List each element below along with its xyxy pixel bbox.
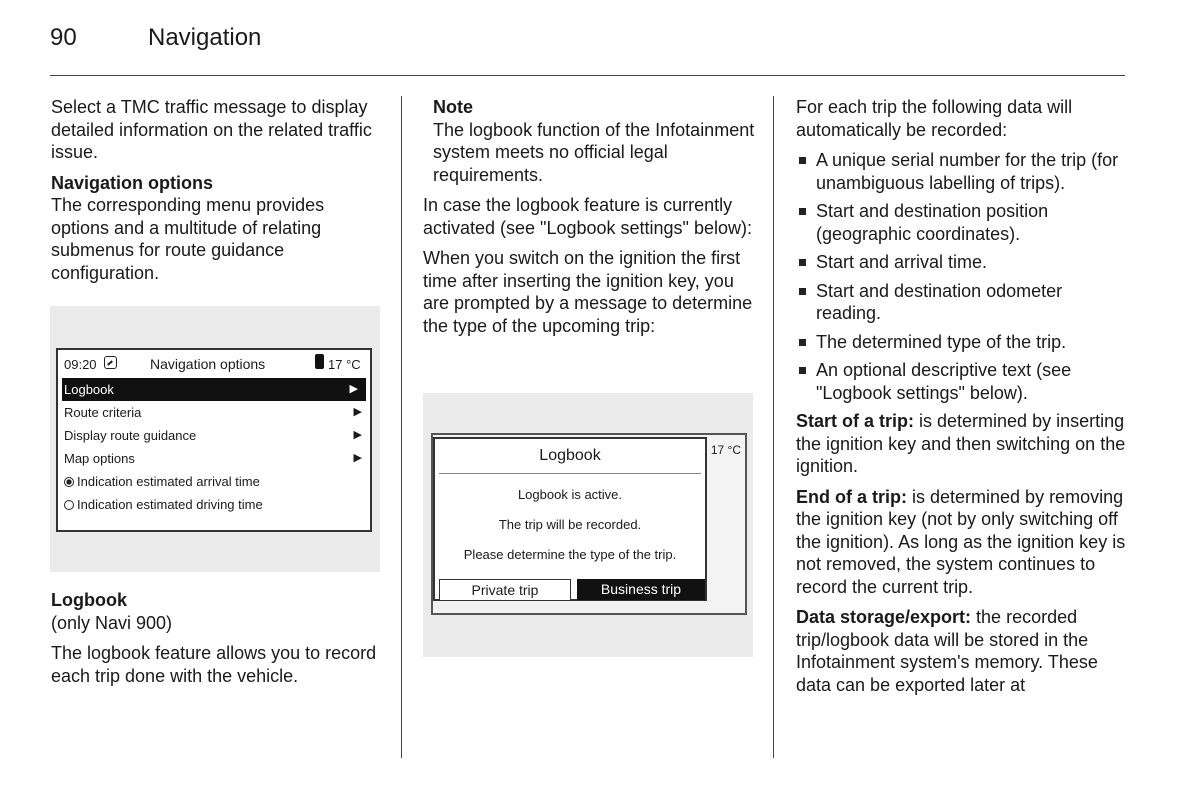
menu-item-label: Map options [64, 451, 135, 466]
chevron-right-icon: ▶ [353, 406, 362, 418]
dialog-divider [439, 473, 701, 474]
nav-options-paragraph: The corresponding menu provides options and a multitude of relating submenus for route guidance configuration. [51, 195, 325, 283]
list-item: Start and arrival time. [796, 251, 1131, 274]
list-item: Start and destination odometer reading. [796, 280, 1131, 325]
note-text: The logbook function of the Infotainment system meets no official legal requirements. [433, 119, 755, 185]
screen-status-bar [58, 350, 370, 378]
column-2 [423, 96, 758, 345]
menu-item-label: Logbook [64, 382, 114, 397]
intro-paragraph: Select a TMC traffic message to display detailed information on the related traffic issue. [51, 97, 372, 162]
logbook-active-paragraph: In case the logbook feature is currently activated (see "Logbook settings" below): [423, 195, 752, 238]
column-divider-1 [401, 96, 402, 758]
list-item: A unique serial number for the trip (for unambiguous labelling of trips). [796, 149, 1131, 194]
logbook-subheading: (only Navi 900) [51, 612, 173, 633]
clock-icon [104, 356, 117, 369]
logbook-dialog [433, 437, 707, 601]
menu-item-route-criteria[interactable] [58, 401, 370, 424]
menu-item-map-options[interactable] [58, 447, 370, 470]
menu-item-logbook[interactable] [62, 378, 366, 401]
list-item: An optional descriptive text (see "Logbook settings" below). [796, 359, 1131, 404]
clock-time: 09:20 [64, 357, 97, 372]
menu-item-display-route-guidance[interactable] [58, 424, 370, 447]
note-heading: Note [433, 97, 473, 117]
ignition-paragraph: When you switch on the ignition the first time after inserting the ignition key, you are prompted by a message to determine the type of the upcoming trip: [423, 248, 753, 336]
temperature: 17 °C [328, 357, 361, 372]
chevron-right-icon: ▶ [353, 429, 362, 441]
dialog-message-determine: Please determine the type of the trip. [463, 547, 677, 562]
logbook-paragraph: The logbook feature allows you to record each trip done with the vehicle. [51, 643, 377, 686]
chevron-right-icon: ▶ [349, 383, 358, 395]
dialog-title: Logbook [539, 447, 601, 464]
list-item: The determined type of the trip. [796, 331, 1131, 354]
temperature: 17 °C [710, 443, 741, 457]
column-1 [51, 96, 381, 292]
radio-arrival-time[interactable] [58, 470, 370, 493]
dialog-message-recorded: The trip will be recorded. [498, 517, 642, 532]
radio-driving-time[interactable] [58, 493, 370, 516]
radio-label: Indication estimated driving time [77, 497, 263, 512]
start-of-trip-label: Start of a trip: [796, 411, 915, 431]
note-block [433, 96, 758, 186]
logbook-heading: Logbook [51, 590, 127, 610]
logbook-dialog-screenshot [423, 393, 753, 657]
column-divider-2 [773, 96, 774, 758]
thermometer-icon [315, 354, 324, 369]
chevron-right-icon: ▶ [353, 452, 362, 464]
end-of-trip-label: End of a trip: [796, 486, 907, 507]
menu-item-label: Display route guidance [64, 428, 197, 443]
start-of-trip-paragraph [796, 410, 1131, 478]
list-item: Start and destination position (geographic coordinates). [796, 200, 1131, 245]
page-number: 90 [50, 24, 77, 51]
start-of-trip-text: is determined by inserting the ignition key and then switching on the ignition. [796, 411, 1126, 476]
screen-title: Navigation options [150, 356, 266, 372]
recorded-data-intro: For each trip the following data will automatically be recorded: [796, 97, 1073, 140]
header-rule [50, 75, 1125, 76]
business-trip-button[interactable]: Business trip [577, 579, 705, 600]
column-3 [796, 96, 1131, 704]
recorded-data-list [796, 149, 1131, 404]
dialog-message-active: Logbook is active. [517, 487, 623, 502]
data-storage-text: the recorded trip/logbook data will be stored in the Infotainment system's memory. These data can be exported later at [796, 607, 1098, 695]
radio-unselected-icon [64, 500, 74, 510]
navigation-options-screen [56, 348, 372, 532]
data-storage-paragraph [796, 606, 1131, 696]
nav-options-heading: Navigation options [51, 172, 213, 193]
radio-selected-icon [64, 477, 74, 487]
navigation-options-screenshot [50, 306, 380, 572]
data-storage-label: Data storage/export: [796, 607, 972, 627]
end-of-trip-text: is determined by removing the ignition key (not by only switching off the ignition). As long as the ignition key is not removed, the system continues to record the current trip. [796, 486, 1126, 597]
end-of-trip-paragraph [796, 486, 1131, 599]
menu-item-label: Route criteria [64, 405, 142, 420]
page-title: Navigation [148, 24, 262, 51]
logbook-section [51, 589, 381, 695]
private-trip-button[interactable]: Private trip [439, 579, 571, 601]
radio-label: Indication estimated arrival time [77, 474, 260, 489]
